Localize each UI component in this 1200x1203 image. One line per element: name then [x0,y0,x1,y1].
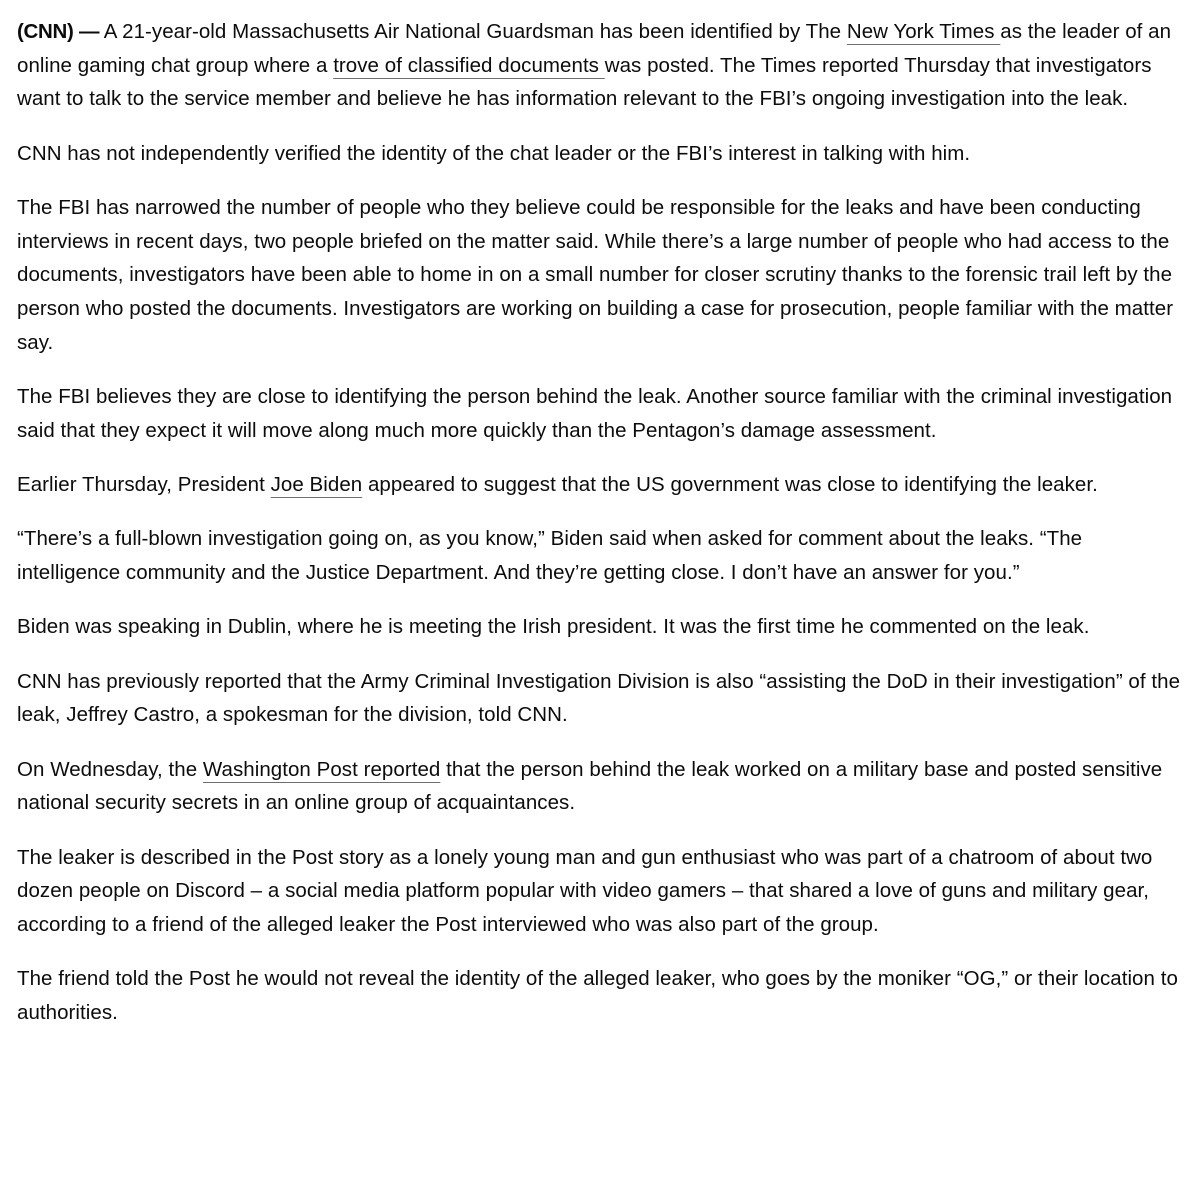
paragraph-5 [17,468,1190,502]
paragraph-1 [17,15,1190,116]
paragraph-1-text-b: as the leader of an online gaming chat group where a [17,20,1172,77]
paragraph-10: The leaker is described in the Post story as a lonely young man and gun enthusiast who was part of a chatroom of about two dozen people on Discord – a social media platform popular with video gamers – that shared a love of guns and military gear, according to a friend of the alleged leaker the Post interviewed who was also part of the group. [17,845,1153,937]
joe-biden-link[interactable]: Joe Biden [270,473,363,497]
paragraph-6: “There’s a full-blown investigation going on, as you know,” Biden said when asked for comment about the leaks. “The intelligence community and the Justice Department. And they’re getting close. I don’t have an answer for you.” [17,527,1083,585]
paragraph-4: The FBI believes they are close to identifying the person behind the leak. Another source familiar with the criminal investigation said that they expect it will move along much more quickly than the Pentagon’s damage assessment. [17,385,1173,442]
paragraph-1-text-a: A 21-year-old Massachusetts Air National Guardsman has been identified by The [99,20,847,43]
classified-documents-link[interactable]: trove of classified documents [333,53,605,77]
paragraph-9-text-a: On Wednesday, the [17,757,203,781]
paragraph-2: CNN has not independently verified the identity of the chat leader or the FBI’s interest in talking with him. [17,141,971,165]
dateline: (CNN) — [17,20,100,43]
paragraph-11: The friend told the Post he would not reveal the identity of the alleged leaker, who goes by the moniker “OG,” or their location to authorities. [17,967,1178,1025]
paragraph-5-text-b: appeared to suggest that the US government was close to identifying the leaker. [362,473,1098,497]
paragraph-3: The FBI has narrowed the number of people who they believe could be responsible for the leaks and have been conducting interviews in recent days, two people briefed on the matter said. While there’s a large number of people who had access to the documents, investigators have been able to home in on a small number for closer scrutiny thanks to the forensic trail left by the person who posted the documents. Investigators are working on building a case for prosecution, people familiar with the matter say. [17,196,1174,354]
paragraph-1-text-c: was posted. The Times reported Thursday that investigators want to talk to the service member and believe he has information relevant to the FBI’s ongoing investigation into the leak. [17,53,1152,111]
paragraph-9 [17,753,1190,820]
paragraph-5-text-a: Earlier Thursday, President [17,473,271,497]
paragraph-7: Biden was speaking in Dublin, where he is meeting the Irish president. It was the first time he commented on the leak. [17,615,1090,639]
washington-post-link[interactable]: Washington Post reported [202,757,441,781]
paragraph-8: CNN has previously reported that the Army Criminal Investigation Division is also “assisting the DoD in their investigation” of the leak, Jeffrey Castro, a spokesman for the division, told CNN. [17,669,1181,727]
new-york-times-link[interactable]: New York Times [846,20,1001,43]
paragraph-9-text-b: that the person behind the leak worked on a military base and posted sensitive national security secrets in an online group of acquaintances. [17,757,1163,815]
